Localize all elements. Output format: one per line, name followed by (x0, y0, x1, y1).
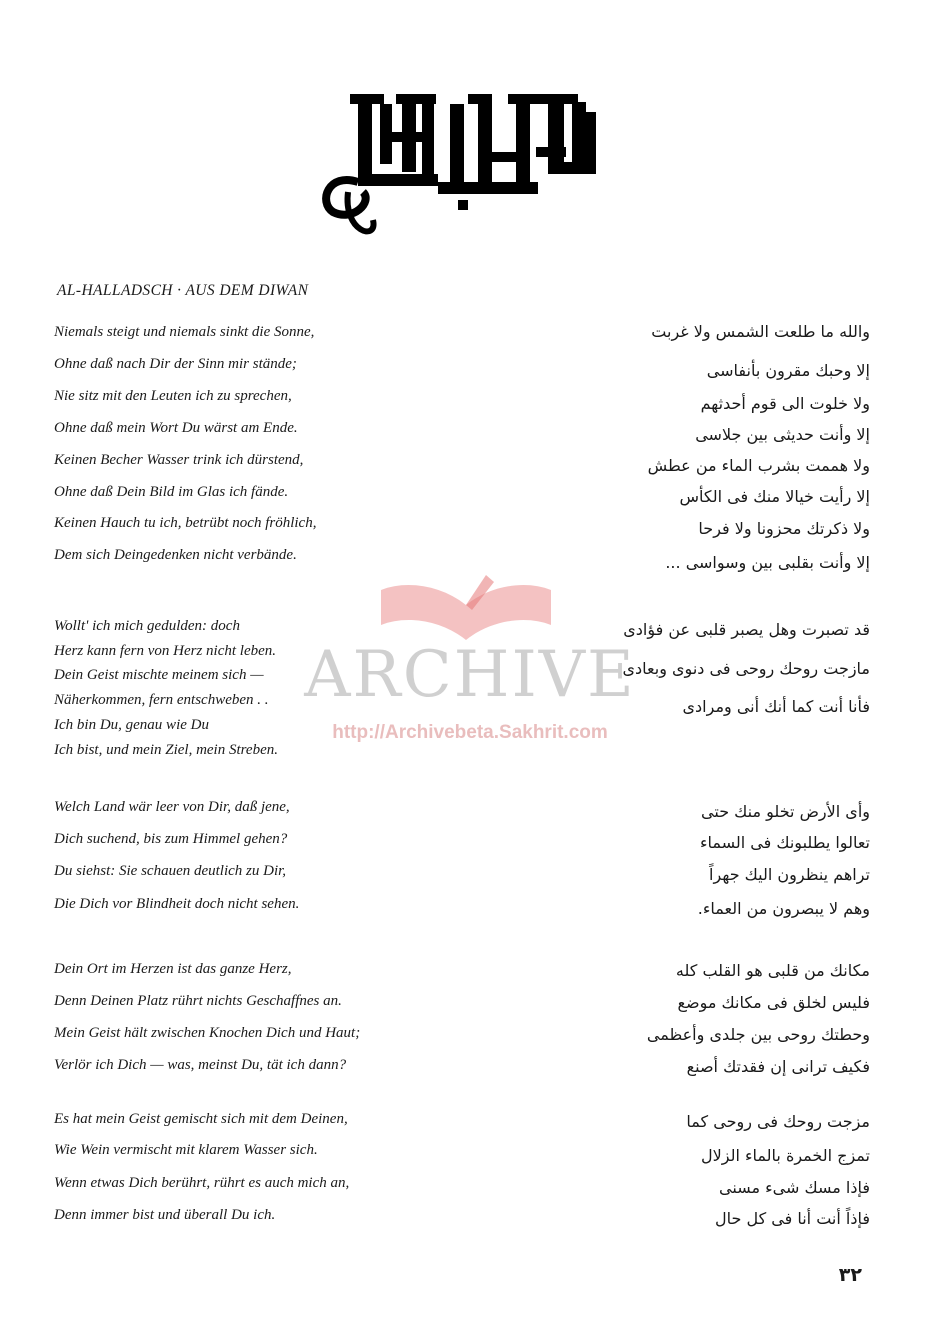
german-line: Denn Deinen Platz rührt nichts Geschaffnes an. (54, 993, 342, 1009)
german-line: Nie sitz mit den Leuten ich zu sprechen, (54, 388, 292, 404)
arabic-line: وحطتك روحى بين جلدى وأعظمى (646, 1025, 870, 1044)
arabic-line: تمزج الخمرة بالماء الزلال (701, 1146, 870, 1165)
arabic-line: والله ما طلعت الشمس ولا غربت (651, 322, 870, 341)
german-line: Wie Wein vermischt mit klarem Wasser sich. (54, 1142, 318, 1158)
arabic-line: ولا هممت بشرب الماء من عطش (647, 456, 870, 475)
german-line: Welch Land wär leer von Dir, daß jene, (54, 799, 290, 815)
german-line: Dein Geist mischte meinem sich — (54, 667, 264, 683)
german-line: Mein Geist hält zwischen Knochen Dich und Haut; (54, 1025, 361, 1041)
german-line: Niemals steigt und niemals sinkt die Sonne, (54, 324, 315, 340)
german-line: Denn immer bist und überall Du ich. (54, 1207, 276, 1223)
arabic-line: ولا خلوت الى قوم أحدثهم (700, 394, 870, 413)
arabic-line: فإذا مسك شىء مسنى (719, 1178, 870, 1197)
german-line: Wenn etwas Dich berührt, rührt es auch mich an, (54, 1175, 350, 1191)
arabic-line: وأى الأرض تخلو منك حتى (701, 802, 870, 821)
arabic-line: إلا وأنت حديثى بين جلاسى (695, 425, 870, 444)
arabic-line: فليس لخلق فى مكانك موضع (677, 993, 870, 1012)
german-line: Näherkommen, fern entschweben . . (54, 692, 269, 708)
german-line: Keinen Hauch tu ich, betrübt noch fröhlich, (54, 515, 317, 531)
arabic-line: مكانك من قلبى هو القلب كله (675, 961, 870, 980)
german-line: Ich bist, und mein Ziel, mein Streben. (54, 742, 278, 758)
arabic-line: قد تصبرت وهل يصبر قلبى عن فؤادى (623, 620, 870, 639)
arabic-line: إلا وأنت بقلبى بين وسواسى ... (665, 553, 870, 572)
german-line: Du siehst: Sie schauen deutlich zu Dir, (54, 863, 287, 879)
german-line: Wollt' ich mich gedulden: doch (54, 618, 240, 634)
german-line: Die Dich vor Blindheit doch nicht sehen. (54, 896, 300, 912)
german-line: Verlör ich Dich — was, meinst Du, tät ich dann? (54, 1057, 347, 1073)
arabic-line: فإذاً أنت أنا فى كل حال (714, 1209, 870, 1228)
german-line: Keinen Becher Wasser trink ich dürstend, (54, 452, 304, 468)
german-line: Herz kann fern von Herz nicht leben. (54, 643, 277, 659)
german-line: Ich bin Du, genau wie Du (54, 717, 209, 733)
watermark-text: ARCHIVE (304, 638, 636, 712)
german-line: Ohne daß mein Wort Du wärst am Ende. (54, 420, 298, 436)
arabic-line: مازجت روحك روحى فى دنوى وبعادى (622, 659, 870, 678)
arabic-line: فأنا أنت كما أنك أنى ومرادى (682, 697, 870, 716)
arabic-line: فكيف ترانى إن فقدتك أصنع (686, 1057, 870, 1076)
page-number: ٣٢ (838, 1264, 862, 1286)
watermark (290, 570, 650, 750)
german-line: Ohne daß nach Dir der Sinn mir stände; (54, 356, 297, 372)
german-line: Dein Ort im Herzen ist das ganze Herz, (54, 961, 292, 977)
section-heading: AL-HALLADSCH · AUS DEM DIWAN (57, 282, 309, 299)
german-line: Dem sich Deingedenken nicht verbände. (54, 547, 297, 563)
german-line: Ohne daß Dein Bild im Glas ich fände. (54, 484, 289, 500)
arabic-line: تعالوا يطلبونك فى السماء (699, 833, 870, 852)
arabic-line: إلا رأيت خيالا منك فى الكأس (679, 487, 870, 506)
arabic-line: مزجت روحك فى روحى كما (686, 1112, 870, 1131)
arabic-line: إلا وحبك مقرون بأنفاسى (706, 361, 870, 380)
calligraphy-title-logo (318, 92, 608, 242)
watermark-url: http://Archivebeta.Sakhrit.com (332, 722, 608, 743)
arabic-line: ولا ذكرتك محزونا ولا فرحا (698, 519, 870, 538)
german-line: Es hat mein Geist gemischt sich mit dem Deinen, (54, 1111, 348, 1127)
german-line: Dich suchend, bis zum Himmel gehen? (54, 831, 288, 847)
arabic-line: تراهم ينظرون اليك جهراً (709, 865, 870, 884)
arabic-line: وهم لا يبصرون من العماء. (697, 899, 870, 918)
